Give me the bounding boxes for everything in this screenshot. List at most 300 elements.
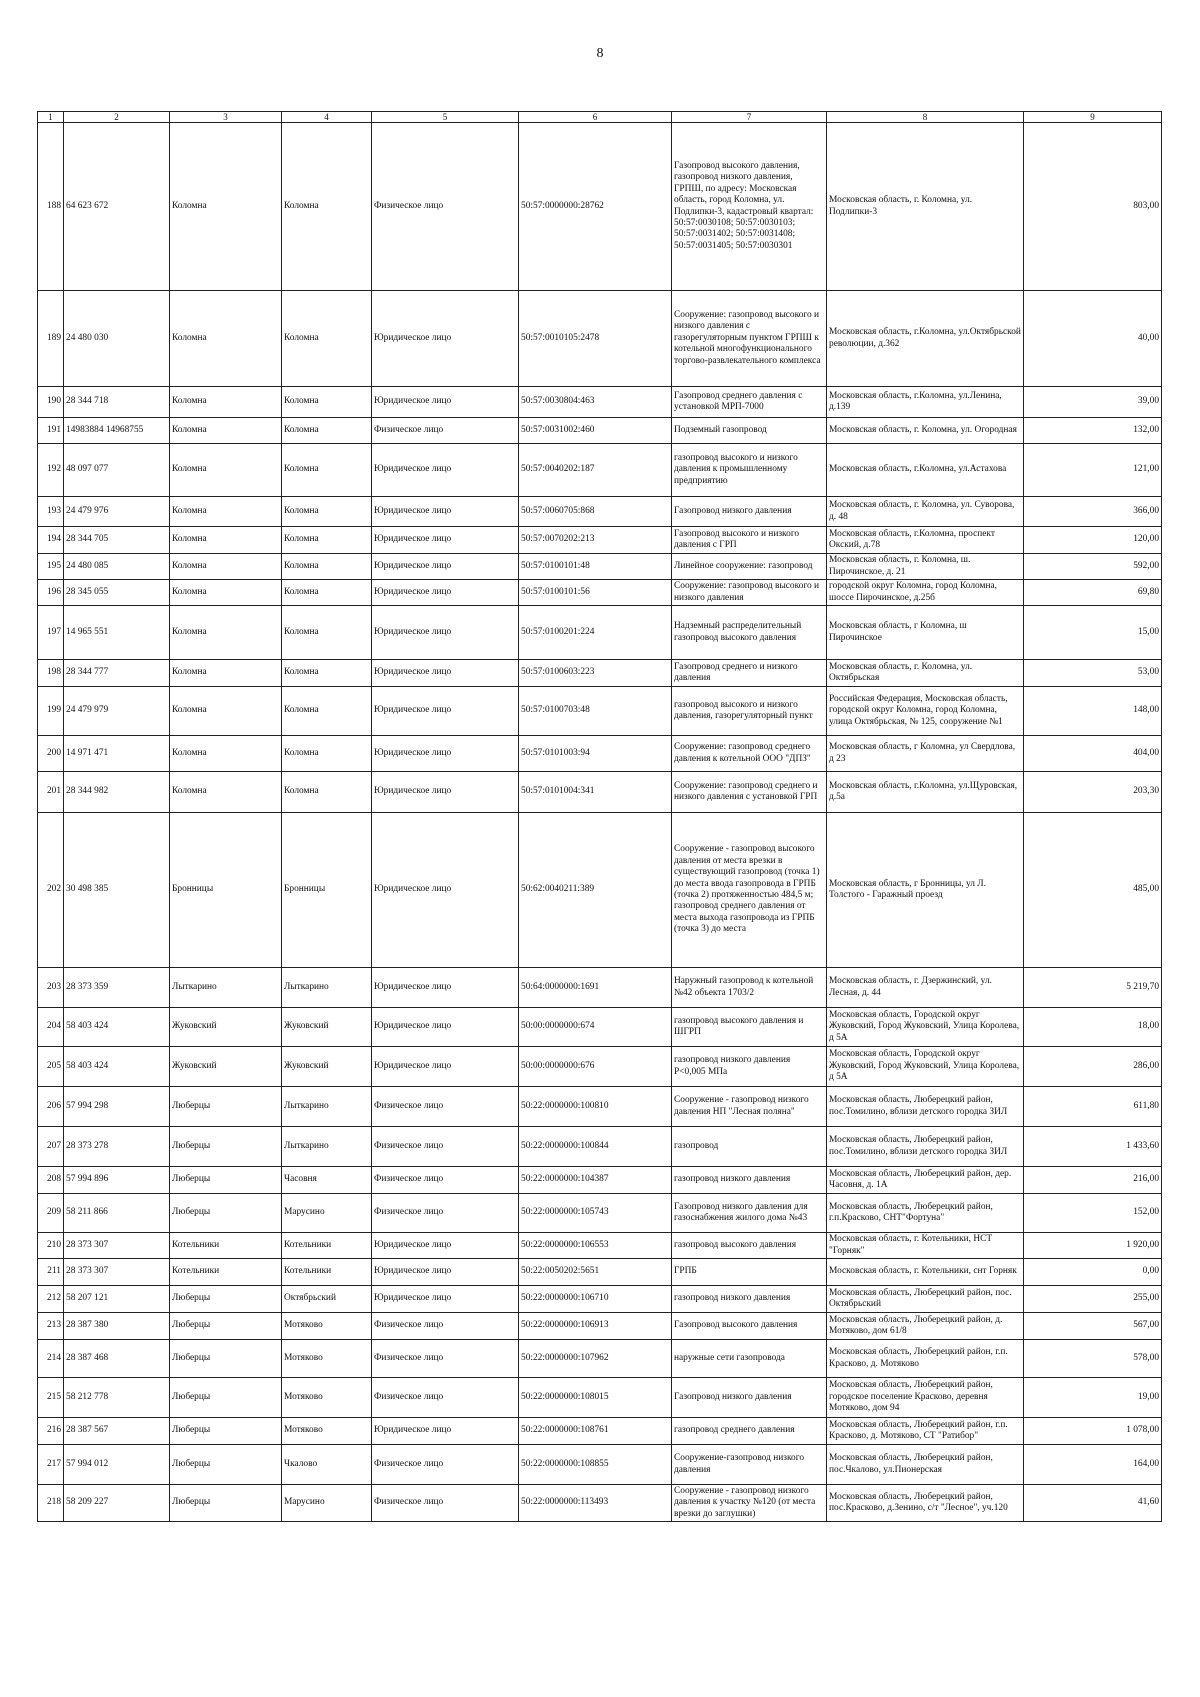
cadastral-number: 50:00:0000000:676 — [519, 1047, 672, 1087]
column-header: 8 — [827, 112, 1024, 123]
registry-code: 48 097 077 — [64, 444, 170, 497]
locality: Мотяково — [282, 1378, 372, 1418]
table-row — [38, 1233, 1162, 1259]
object-address: Московская область, Люберецкий район, д. Мотяково, дом 61/8 — [827, 1313, 1024, 1340]
registry-code: 28 373 307 — [64, 1233, 170, 1259]
object-address: Московская область, г. Котельники, НСТ "Горняк" — [827, 1233, 1024, 1259]
table-row — [38, 418, 1162, 444]
object-name: Газопровод высокого и низкого давления с ГРП — [672, 527, 827, 554]
district: Коломна — [170, 606, 282, 660]
owner-type: Юридическое лицо — [372, 687, 519, 736]
object-name: Газопровод низкого давления для газоснабжения жилого дома №43 — [672, 1194, 827, 1233]
registry-code: 28 387 380 — [64, 1313, 170, 1340]
object-name: Сооружение: газопровод высокого и низкого давления — [672, 580, 827, 606]
owner-type: Физическое лицо — [372, 1167, 519, 1194]
object-address: Московская область, г. Коломна, ул. Подлипки-3 — [827, 123, 1024, 291]
area-value: 148,00 — [1024, 687, 1162, 736]
column-header: 2 — [64, 112, 170, 123]
object-name: Газопровод среднего давления с установкой МРП-7000 — [672, 387, 827, 418]
district: Люберцы — [170, 1194, 282, 1233]
row-number: 206 — [38, 1087, 64, 1127]
area-value: 286,00 — [1024, 1047, 1162, 1087]
registry-code: 14 971 471 — [64, 736, 170, 772]
district: Люберцы — [170, 1087, 282, 1127]
table-row — [38, 123, 1162, 291]
object-name: Линейное сооружение: газопровод — [672, 554, 827, 580]
table-row — [38, 1485, 1162, 1522]
object-name: Сооружение: газопровод среднего давления к котельной ООО "ДПЗ" — [672, 736, 827, 772]
cadastral-number: 50:57:0010105:2478 — [519, 291, 672, 387]
registry-code: 14983884 14968755 — [64, 418, 170, 444]
registry-code: 28 344 777 — [64, 660, 170, 687]
cadastral-number: 50:22:0000000:108015 — [519, 1378, 672, 1418]
area-value: 592,00 — [1024, 554, 1162, 580]
cadastral-number: 50:22:0000000:106553 — [519, 1233, 672, 1259]
object-name: Надземный распределительный газопровод высокого давления — [672, 606, 827, 660]
cadastral-number: 50:57:0100703:48 — [519, 687, 672, 736]
district: Коломна — [170, 554, 282, 580]
registry-code: 57 994 298 — [64, 1087, 170, 1127]
cadastral-number: 50:22:0000000:104387 — [519, 1167, 672, 1194]
object-address: Московская область, Люберецкий район, пос.Томилино, вблизи детского городка ЗИЛ — [827, 1087, 1024, 1127]
object-name: Сооружение - газопровод низкого давления НП "Лесная поляна" — [672, 1087, 827, 1127]
object-address: Московская область, Люберецкий район, пос.Томилино, вблизи детского городка ЗИЛ — [827, 1127, 1024, 1167]
owner-type: Юридическое лицо — [372, 736, 519, 772]
district: Жуковский — [170, 1047, 282, 1087]
owner-type: Юридическое лицо — [372, 772, 519, 813]
table-row — [38, 813, 1162, 968]
district: Люберцы — [170, 1378, 282, 1418]
area-value: 41,60 — [1024, 1485, 1162, 1522]
locality: Коломна — [282, 123, 372, 291]
object-name: газопровод высокого и низкого давления к промышленному предприятию — [672, 444, 827, 497]
district: Люберцы — [170, 1445, 282, 1485]
table-row — [38, 687, 1162, 736]
cadastral-number: 50:22:0000000:106913 — [519, 1313, 672, 1340]
table-row — [38, 1445, 1162, 1485]
locality: Марусино — [282, 1194, 372, 1233]
cadastral-number: 50:57:0100101:56 — [519, 580, 672, 606]
column-header: 3 — [170, 112, 282, 123]
owner-type: Физическое лицо — [372, 1313, 519, 1340]
locality: Жуковский — [282, 1008, 372, 1047]
column-header: 1 — [38, 112, 64, 123]
table-row — [38, 527, 1162, 554]
object-address: Московская область, г. Коломна, ул. Огородная — [827, 418, 1024, 444]
object-address: Московская область, г Бронницы, ул Л. Толстого - Гаражный проезд — [827, 813, 1024, 968]
object-address: Московская область, г. Дзержинский, ул. Лесная, д. 44 — [827, 968, 1024, 1008]
object-name: Газопровод среднего и низкого давления — [672, 660, 827, 687]
owner-type: Юридическое лицо — [372, 1259, 519, 1286]
locality: Коломна — [282, 554, 372, 580]
locality: Котельники — [282, 1259, 372, 1286]
registry-code: 30 498 385 — [64, 813, 170, 968]
row-number: 192 — [38, 444, 64, 497]
owner-type: Физическое лицо — [372, 1127, 519, 1167]
registry-code: 24 480 085 — [64, 554, 170, 580]
column-header: 7 — [672, 112, 827, 123]
registry-code: 28 344 718 — [64, 387, 170, 418]
object-address: Московская область, г.Коломна, ул.Октябрьской революции, д.362 — [827, 291, 1024, 387]
cadastral-number: 50:22:0000000:100810 — [519, 1087, 672, 1127]
object-address: Московская область, г.Коломна, ул.Щуровская, д.5а — [827, 772, 1024, 813]
owner-type: Юридическое лицо — [372, 968, 519, 1008]
object-address: Московская область, Люберецкий район, городское поселение Красково, деревня Мотяково, дом 94 — [827, 1378, 1024, 1418]
row-number: 194 — [38, 527, 64, 554]
object-name: Сооружение - газопровод низкого давления к участку №120 (от места врезки до заглушки) — [672, 1485, 827, 1522]
object-name: Газопровод низкого давления — [672, 497, 827, 527]
locality: Коломна — [282, 418, 372, 444]
owner-type: Физическое лицо — [372, 123, 519, 291]
row-number: 204 — [38, 1008, 64, 1047]
cadastral-number: 50:57:0031002:460 — [519, 418, 672, 444]
district: Коломна — [170, 687, 282, 736]
owner-type: Физическое лицо — [372, 1378, 519, 1418]
row-number: 213 — [38, 1313, 64, 1340]
object-address: Московская область, г.Коломна, проспект Окский, д.78 — [827, 527, 1024, 554]
cadastral-number: 50:22:0000000:100844 — [519, 1127, 672, 1167]
object-address: Московская область, Люберецкий район, пос.Чкалово, ул.Пионерская — [827, 1445, 1024, 1485]
row-number: 212 — [38, 1286, 64, 1313]
object-address: Московская область, Люберецкий район, пос. Октябрьский — [827, 1286, 1024, 1313]
locality: Котельники — [282, 1233, 372, 1259]
row-number: 198 — [38, 660, 64, 687]
cadastral-number: 50:57:0070202:213 — [519, 527, 672, 554]
object-address: городской округ Коломна, город Коломна, шоссе Пирочинское, д.25б — [827, 580, 1024, 606]
row-number: 209 — [38, 1194, 64, 1233]
locality: Лыткарино — [282, 968, 372, 1008]
row-number: 197 — [38, 606, 64, 660]
table-row — [38, 444, 1162, 497]
object-address: Московская область, г. Коломна, ул. Суворова, д. 48 — [827, 497, 1024, 527]
locality: Часовня — [282, 1167, 372, 1194]
area-value: 164,00 — [1024, 1445, 1162, 1485]
district: Люберцы — [170, 1167, 282, 1194]
object-address: Московская область, Люберецкий район, г.п. Красково, д. Мотяково — [827, 1340, 1024, 1378]
table-row — [38, 1194, 1162, 1233]
owner-type: Юридическое лицо — [372, 1418, 519, 1445]
district: Лыткарино — [170, 968, 282, 1008]
owner-type: Юридическое лицо — [372, 1286, 519, 1313]
locality: Коломна — [282, 444, 372, 497]
area-value: 578,00 — [1024, 1340, 1162, 1378]
locality: Марусино — [282, 1485, 372, 1522]
district: Коломна — [170, 123, 282, 291]
registry-code: 28 387 567 — [64, 1418, 170, 1445]
locality: Коломна — [282, 580, 372, 606]
area-value: 1 078,00 — [1024, 1418, 1162, 1445]
owner-type: Юридическое лицо — [372, 444, 519, 497]
locality: Чкалово — [282, 1445, 372, 1485]
area-value: 5 219,70 — [1024, 968, 1162, 1008]
area-value: 255,00 — [1024, 1286, 1162, 1313]
cadastral-number: 50:57:0060705:868 — [519, 497, 672, 527]
locality: Жуковский — [282, 1047, 372, 1087]
area-value: 152,00 — [1024, 1194, 1162, 1233]
registry-code: 58 403 424 — [64, 1008, 170, 1047]
row-number: 218 — [38, 1485, 64, 1522]
registry-code: 58 209 227 — [64, 1485, 170, 1522]
district: Коломна — [170, 497, 282, 527]
district: Бронницы — [170, 813, 282, 968]
locality: Коломна — [282, 291, 372, 387]
row-number: 193 — [38, 497, 64, 527]
locality: Октябрьский — [282, 1286, 372, 1313]
locality: Бронницы — [282, 813, 372, 968]
row-number: 214 — [38, 1340, 64, 1378]
registry-code: 28 387 468 — [64, 1340, 170, 1378]
cadastral-number: 50:57:0101003:94 — [519, 736, 672, 772]
row-number: 201 — [38, 772, 64, 813]
row-number: 205 — [38, 1047, 64, 1087]
registry-code: 28 373 278 — [64, 1127, 170, 1167]
owner-type: Юридическое лицо — [372, 527, 519, 554]
cadastral-number: 50:00:0000000:674 — [519, 1008, 672, 1047]
area-value: 1 920,00 — [1024, 1233, 1162, 1259]
registry-code: 24 480 030 — [64, 291, 170, 387]
owner-type: Юридическое лицо — [372, 1047, 519, 1087]
locality: Коломна — [282, 772, 372, 813]
owner-type: Юридическое лицо — [372, 554, 519, 580]
cadastral-number: 50:22:0000000:106710 — [519, 1286, 672, 1313]
district: Котельники — [170, 1233, 282, 1259]
row-number: 188 — [38, 123, 64, 291]
district: Котельники — [170, 1259, 282, 1286]
locality: Мотяково — [282, 1313, 372, 1340]
registry-code: 58 211 866 — [64, 1194, 170, 1233]
area-value: 611,80 — [1024, 1087, 1162, 1127]
registry-code: 24 479 979 — [64, 687, 170, 736]
owner-type: Юридическое лицо — [372, 1008, 519, 1047]
table-row — [38, 1340, 1162, 1378]
object-name: газопровод низкого давления — [672, 1167, 827, 1194]
table-row — [38, 1008, 1162, 1047]
object-name: наружные сети газопровода — [672, 1340, 827, 1378]
locality: Коломна — [282, 527, 372, 554]
table-row — [38, 291, 1162, 387]
table-row — [38, 580, 1162, 606]
owner-type: Юридическое лицо — [372, 580, 519, 606]
district: Коломна — [170, 580, 282, 606]
table-row — [38, 1087, 1162, 1127]
table-row — [38, 1378, 1162, 1418]
object-name: Сооружение: газопровод высокого и низкого давления с газорегуляторным пунктом ГРПШ к котельной многофункционального торгово-развлекательного комплекса — [672, 291, 827, 387]
object-name: Газопровод высокого давления — [672, 1313, 827, 1340]
cadastral-number: 50:57:0101004:341 — [519, 772, 672, 813]
table-row — [38, 387, 1162, 418]
registry-code: 57 994 012 — [64, 1445, 170, 1485]
district: Люберцы — [170, 1286, 282, 1313]
district: Люберцы — [170, 1127, 282, 1167]
table-row — [38, 772, 1162, 813]
table-row — [38, 1313, 1162, 1340]
area-value: 404,00 — [1024, 736, 1162, 772]
table-row — [38, 606, 1162, 660]
area-value: 567,00 — [1024, 1313, 1162, 1340]
cadastral-number: 50:57:0100603:223 — [519, 660, 672, 687]
district: Коломна — [170, 527, 282, 554]
cadastral-number: 50:22:0000000:113493 — [519, 1485, 672, 1522]
table-row — [38, 1259, 1162, 1286]
object-name: Сооружение-газопровод низкого давления — [672, 1445, 827, 1485]
owner-type: Юридическое лицо — [372, 813, 519, 968]
table-row — [38, 1418, 1162, 1445]
area-value: 39,00 — [1024, 387, 1162, 418]
table-row — [38, 1047, 1162, 1087]
registry-code: 58 207 121 — [64, 1286, 170, 1313]
column-header: 6 — [519, 112, 672, 123]
row-number: 208 — [38, 1167, 64, 1194]
registry-code: 28 373 359 — [64, 968, 170, 1008]
district: Люберцы — [170, 1418, 282, 1445]
area-value: 485,00 — [1024, 813, 1162, 968]
page-number: 8 — [596, 46, 604, 61]
registry-code: 28 345 055 — [64, 580, 170, 606]
column-header: 5 — [372, 112, 519, 123]
row-number: 215 — [38, 1378, 64, 1418]
object-address: Московская область, г. Коломна, ул. Октябрьская — [827, 660, 1024, 687]
object-address: Московская область, Люберецкий район, дер. Часовня, д. 1А — [827, 1167, 1024, 1194]
locality: Коломна — [282, 736, 372, 772]
table-row — [38, 1167, 1162, 1194]
registry-code: 28 344 982 — [64, 772, 170, 813]
object-name: Сооружение - газопровод высокого давления от места врезки в существующий газопровод (точка 1) до места ввода газопровода в ГРПБ (точка 2) протяженностью 484,5 м; газопровод среднего давления от места выхода газопровода из ГРПБ (точка 3) до места — [672, 813, 827, 968]
object-address: Московская область, Люберецкий район, г.п. Красково, д. Мотяково, СТ "Ратибор" — [827, 1418, 1024, 1445]
object-name: газопровод среднего давления — [672, 1418, 827, 1445]
row-number: 202 — [38, 813, 64, 968]
registry-code: 28 373 307 — [64, 1259, 170, 1286]
locality: Коломна — [282, 660, 372, 687]
locality: Коломна — [282, 497, 372, 527]
row-number: 195 — [38, 554, 64, 580]
owner-type: Юридическое лицо — [372, 387, 519, 418]
column-header: 9 — [1024, 112, 1162, 123]
object-address: Московская область, Люберецкий район, г.п.Красково, СНТ"Фортуна" — [827, 1194, 1024, 1233]
cadastral-number: 50:22:0000000:108761 — [519, 1418, 672, 1445]
object-name: газопровод высокого давления — [672, 1233, 827, 1259]
cadastral-number: 50:57:0100101:48 — [519, 554, 672, 580]
area-value: 203,30 — [1024, 772, 1162, 813]
cadastral-number: 50:57:0100201:224 — [519, 606, 672, 660]
owner-type: Физическое лицо — [372, 1445, 519, 1485]
locality: Коломна — [282, 687, 372, 736]
column-number-row — [38, 112, 1162, 123]
area-value: 132,00 — [1024, 418, 1162, 444]
area-value: 53,00 — [1024, 660, 1162, 687]
registry-code: 24 479 976 — [64, 497, 170, 527]
row-number: 196 — [38, 580, 64, 606]
object-address: Московская область, г Коломна, ул Свердлова, д 23 — [827, 736, 1024, 772]
object-name: Газопровод низкого давления — [672, 1378, 827, 1418]
owner-type: Физическое лицо — [372, 1485, 519, 1522]
district: Люберцы — [170, 1485, 282, 1522]
object-address: Московская область, Городской округ Жуковский, Город Жуковский, Улица Королева, д 5А — [827, 1008, 1024, 1047]
area-value: 803,00 — [1024, 123, 1162, 291]
cadastral-number: 50:57:0030804:463 — [519, 387, 672, 418]
object-address: Московская область, г Коломна, ш Пирочинское — [827, 606, 1024, 660]
locality: Лыткарино — [282, 1087, 372, 1127]
object-address: Московская область, г.Коломна, ул.Ленина, д.139 — [827, 387, 1024, 418]
cadastral-number: 50:57:0040202:187 — [519, 444, 672, 497]
table-row — [38, 660, 1162, 687]
area-value: 120,00 — [1024, 527, 1162, 554]
object-name: Сооружение: газопровод среднего и низкого давления с установкой ГРП — [672, 772, 827, 813]
row-number: 217 — [38, 1445, 64, 1485]
row-number: 200 — [38, 736, 64, 772]
owner-type: Физическое лицо — [372, 1194, 519, 1233]
owner-type: Юридическое лицо — [372, 497, 519, 527]
row-number: 210 — [38, 1233, 64, 1259]
district: Коломна — [170, 387, 282, 418]
owner-type: Физическое лицо — [372, 418, 519, 444]
row-number: 203 — [38, 968, 64, 1008]
object-address: Московская область, г.Коломна, ул.Астахова — [827, 444, 1024, 497]
cadastral-number: 50:62:0040211:389 — [519, 813, 672, 968]
table-row — [38, 1127, 1162, 1167]
object-name: газопровод высокого и низкого давления, газорегуляторный пункт — [672, 687, 827, 736]
registry-code: 28 344 705 — [64, 527, 170, 554]
owner-type: Юридическое лицо — [372, 660, 519, 687]
cadastral-number: 50:22:0000000:105743 — [519, 1194, 672, 1233]
area-value: 69,80 — [1024, 580, 1162, 606]
area-value: 121,00 — [1024, 444, 1162, 497]
table-row — [38, 736, 1162, 772]
cadastral-number: 50:22:0050202:5651 — [519, 1259, 672, 1286]
district: Коломна — [170, 418, 282, 444]
area-value: 18,00 — [1024, 1008, 1162, 1047]
object-name: Подземный газопровод — [672, 418, 827, 444]
row-number: 216 — [38, 1418, 64, 1445]
district: Коломна — [170, 291, 282, 387]
object-address: Российская Федерация, Московская область, городской округ Коломна, город Коломна, улица Октябрьская, № 125, сооружение №1 — [827, 687, 1024, 736]
cadastral-number: 50:57:0000000:28762 — [519, 123, 672, 291]
row-number: 207 — [38, 1127, 64, 1167]
object-address: Московская область, Городской округ Жуковский, Город Жуковский, Улица Королева, д 5А — [827, 1047, 1024, 1087]
district: Коломна — [170, 444, 282, 497]
district: Люберцы — [170, 1340, 282, 1378]
table-row — [38, 554, 1162, 580]
row-number: 189 — [38, 291, 64, 387]
cadastral-number: 50:64:0000000:1691 — [519, 968, 672, 1008]
district: Коломна — [170, 772, 282, 813]
area-value: 1 433,60 — [1024, 1127, 1162, 1167]
locality: Коломна — [282, 387, 372, 418]
locality: Лыткарино — [282, 1127, 372, 1167]
registry-code: 58 403 424 — [64, 1047, 170, 1087]
object-address: Московская область, г. Коломна, ш. Пирочинское, д. 21 — [827, 554, 1024, 580]
object-name: газопровод высокого давления и ШГРП — [672, 1008, 827, 1047]
owner-type: Физическое лицо — [372, 1340, 519, 1378]
area-value: 366,00 — [1024, 497, 1162, 527]
object-name: Газопровод высокого давления, газопровод низкого давления, ГРПШ, по адресу: Московская область, город Коломна, ул. Подлипки-3, кадастровый квартал: 50:57:0030108; 50:57:0030103; 50:57:0031402; 50:57:0031408; 50:57:0031405; 50:57:0030301 — [672, 123, 827, 291]
object-name: газопровод низкого давления — [672, 1286, 827, 1313]
cadastral-number: 50:22:0000000:107962 — [519, 1340, 672, 1378]
object-address: Московская область, г. Котельники, снт Горняк — [827, 1259, 1024, 1286]
registry-table — [37, 111, 1162, 1522]
district: Коломна — [170, 736, 282, 772]
locality: Мотяково — [282, 1418, 372, 1445]
row-number: 199 — [38, 687, 64, 736]
row-number: 211 — [38, 1259, 64, 1286]
owner-type: Юридическое лицо — [372, 606, 519, 660]
object-name: ГРПБ — [672, 1259, 827, 1286]
area-value: 19,00 — [1024, 1378, 1162, 1418]
owner-type: Юридическое лицо — [372, 291, 519, 387]
cadastral-number: 50:22:0000000:108855 — [519, 1445, 672, 1485]
owner-type: Физическое лицо — [372, 1087, 519, 1127]
registry-code: 58 212 778 — [64, 1378, 170, 1418]
area-value: 0,00 — [1024, 1259, 1162, 1286]
